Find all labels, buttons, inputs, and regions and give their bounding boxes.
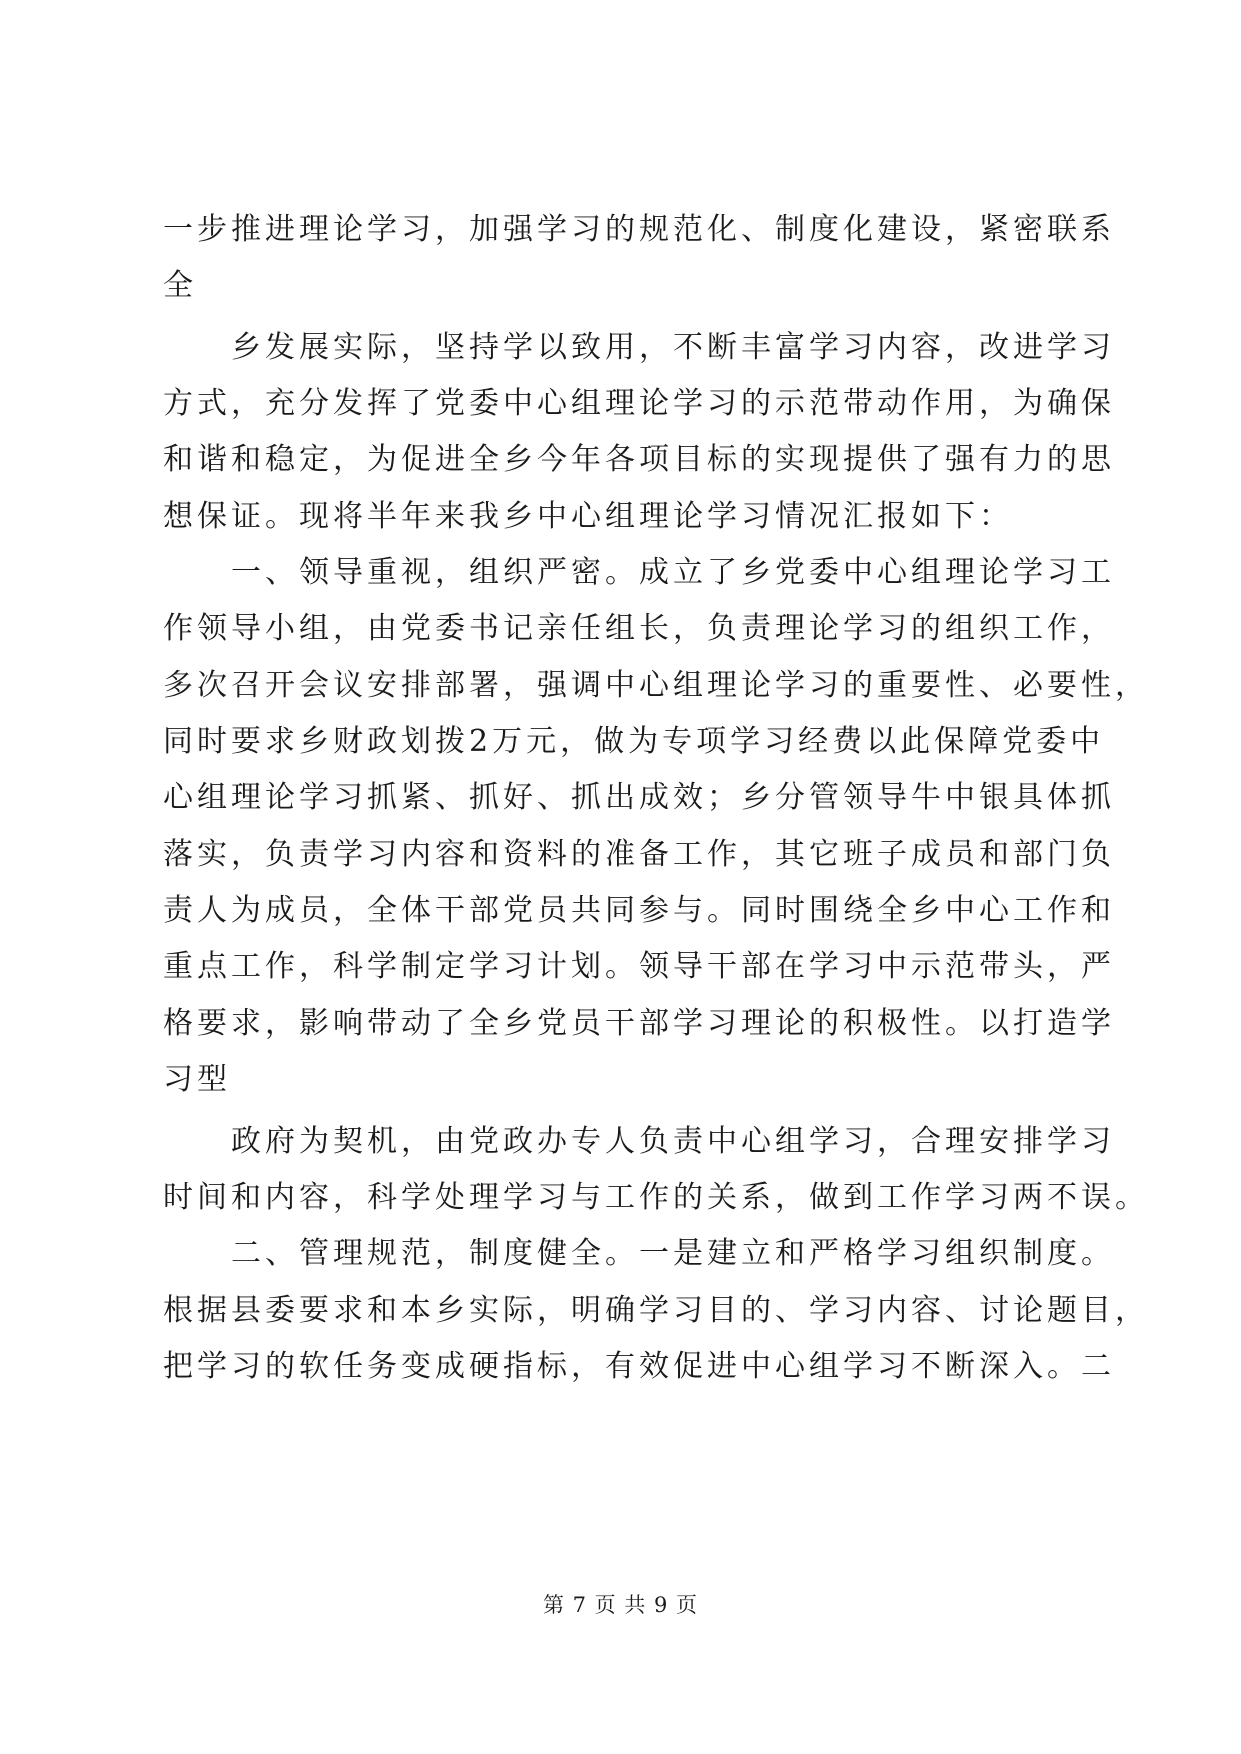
text-line-3: 乡发展实际，坚持学以致用，不断丰富学习内容，改进学习 [231, 330, 1115, 365]
text-line-7: 一、领导重视，组织严密。成立了乡党委中心组理论学习工 [231, 555, 1115, 590]
text-line-5: 和谐和稳定，为促进全乡今年各项目标的实现提供了强有力的思 [163, 442, 1115, 477]
text-line-10: 同时要求乡财政划拨2万元，做为专项学习经费以此保障党委中 [163, 724, 1105, 759]
text-line-16: 习型 [163, 1062, 231, 1097]
text-line-15: 格要求，影响带动了全乡党员干部学习理论的积极性。以打造学 [163, 1006, 1115, 1041]
page-number-footer: 第 7 页 共 9 页 [542, 1593, 699, 1617]
text-line-21: 把学习的软任务变成硬指标，有效促进中心组学习不断深入。二 [163, 1349, 1115, 1384]
text-line-18: 时间和内容，科学处理学习与工作的关系，做到工作学习两不误。 [163, 1180, 1149, 1215]
text-line-6: 想保证。现将半年来我乡中心组理论学习情况汇报如下： [163, 499, 1013, 534]
text-line-20: 根据县委要求和本乡实际，明确学习目的、学习内容、讨论题目， [163, 1293, 1149, 1328]
text-line-1: 一步推进理论学习，加强学习的规范化、制度化建设，紧密联系 [163, 212, 1115, 247]
text-line-13: 责人为成员，全体干部党员共同参与。同时围绕全乡中心工作和 [163, 893, 1115, 928]
text-line-11: 心组理论学习抓紧、抓好、抓出成效；乡分管领导牛中银具体抓 [163, 780, 1115, 815]
text-line-12: 落实，负责学习内容和资料的准备工作，其它班子成员和部门负 [163, 837, 1115, 872]
text-line-17: 政府为契机，由党政办专人负责中心组学习，合理安排学习 [231, 1124, 1115, 1159]
text-line-9: 多次召开会议安排部署，强调中心组理论学习的重要性、必要性， [163, 668, 1149, 703]
text-line-8: 作领导小组，由党委书记亲任组长，负责理论学习的组织工作， [163, 611, 1115, 646]
text-line-19: 二、管理规范，制度健全。一是建立和严格学习组织制度。 [231, 1236, 1115, 1271]
text-line-14: 重点工作，科学制定学习计划。领导干部在学习中示范带头，严 [163, 949, 1115, 984]
text-line-4: 方式，充分发挥了党委中心组理论学习的示范带动作用，为确保 [163, 386, 1115, 421]
text-line-2: 全 [163, 268, 197, 303]
